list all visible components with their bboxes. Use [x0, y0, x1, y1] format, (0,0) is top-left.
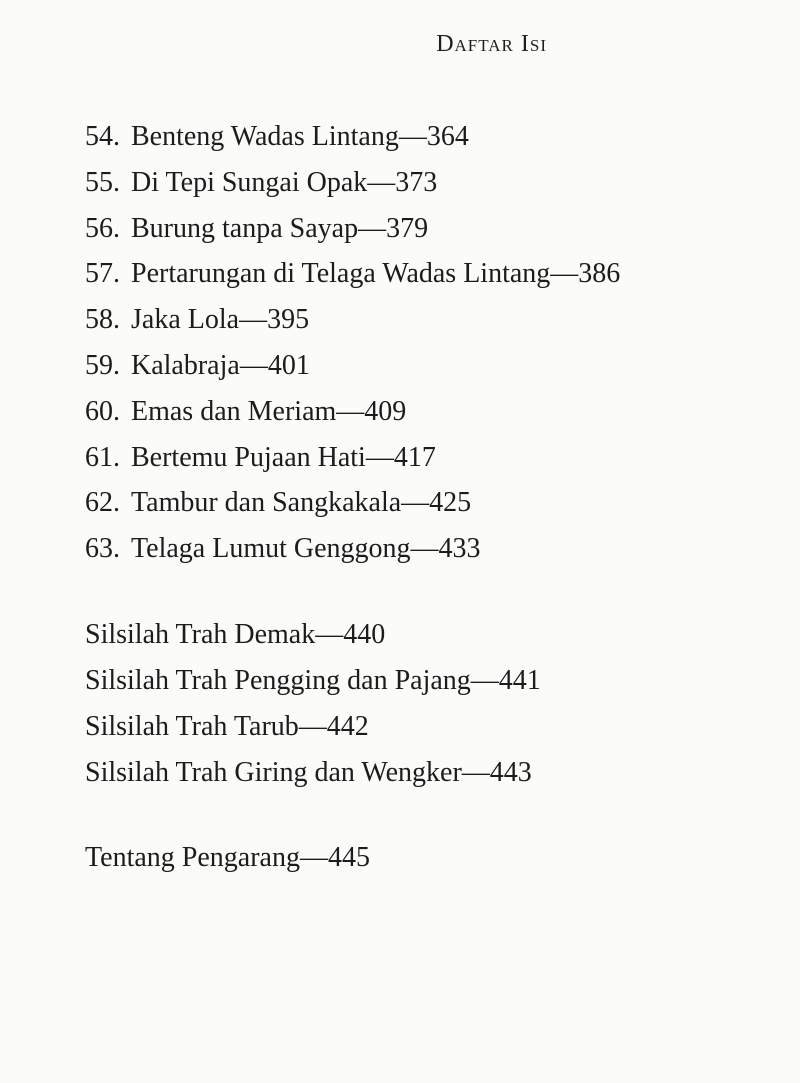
chapter-entry: [85, 526, 620, 572]
chapter-title: Telaga Lumut Genggong—433: [131, 533, 481, 565]
chapter-number: 62.: [85, 487, 120, 519]
chapter-entry: [85, 206, 620, 252]
chapter-number: 57.: [85, 258, 120, 290]
genealogy-entry: Silsilah Trah Giring dan Wengker—443: [85, 757, 532, 788]
genealogy-entry: Silsilah Trah Pengging dan Pajang—441: [85, 665, 541, 696]
chapter-title: Bertemu Pujaan Hati—417: [131, 441, 436, 473]
chapter-entry: [85, 389, 620, 435]
page-header: Daftar Isi: [436, 31, 547, 57]
chapter-title: Burung tanpa Sayap—379: [131, 212, 429, 244]
genealogy-entry: Silsilah Trah Tarub—442: [85, 711, 369, 742]
chapter-entry: [85, 251, 620, 297]
chapter-title: Tambur dan Sangkakala—425: [131, 487, 472, 519]
genealogy-list: [85, 612, 541, 796]
chapter-entry: [85, 435, 620, 481]
chapter-title: Benteng Wadas Lintang—364: [131, 121, 469, 152]
chapter-title: Jaka Lola—395: [131, 304, 310, 336]
chapter-entry: [85, 297, 620, 343]
chapter-title: Kalabraja—401: [131, 349, 310, 381]
chapter-number: 58.: [85, 304, 120, 336]
chapter-number: 55.: [85, 166, 120, 198]
chapter-number: 61.: [85, 441, 120, 473]
chapter-entry: [85, 480, 620, 526]
chapter-entry: [85, 343, 620, 389]
chapter-title: Emas dan Meriam—409: [131, 395, 407, 427]
genealogy-entry: Silsilah Trah Demak—440: [85, 619, 386, 650]
chapter-number: 63.: [85, 533, 120, 565]
chapter-number: 56.: [85, 212, 120, 244]
chapter-entry: [85, 160, 620, 206]
chapter-number: 60.: [85, 395, 120, 427]
about-author-entry: Tentang Pengarang—445: [85, 842, 370, 873]
chapter-number: 59.: [85, 349, 120, 381]
chapter-entry: [85, 114, 620, 160]
chapter-title: Pertarungan di Telaga Wadas Lintang—386: [131, 258, 621, 290]
chapter-number: 54.: [85, 121, 120, 152]
chapter-title: Di Tepi Sungai Opak—373: [131, 166, 438, 198]
chapter-list: [85, 114, 620, 572]
